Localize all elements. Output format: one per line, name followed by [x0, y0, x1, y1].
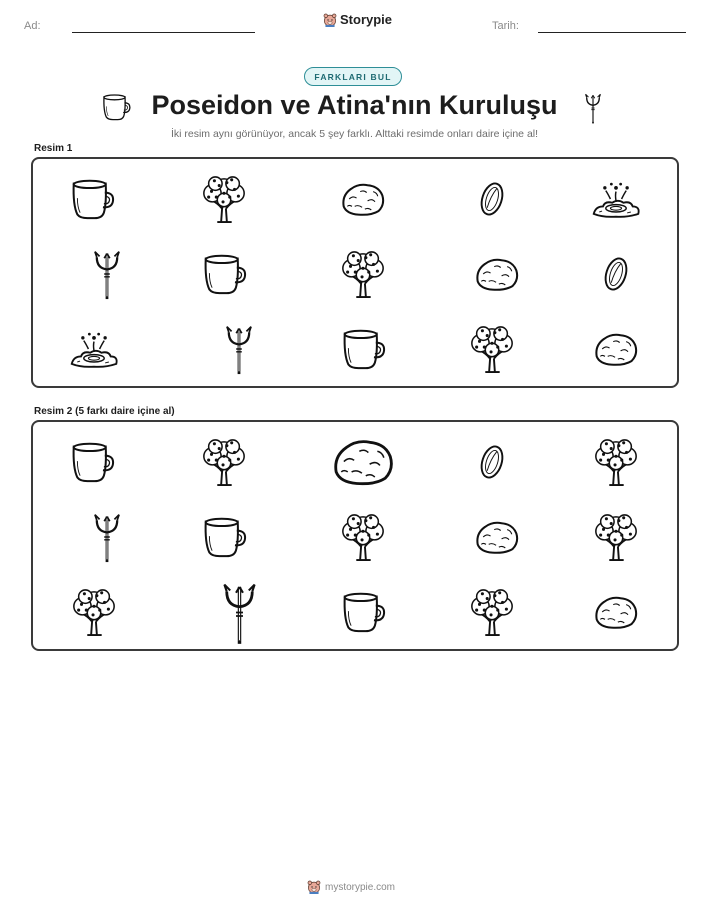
picture-2-mug-icon[interactable] [201, 516, 247, 558]
picture-1-spring-icon [68, 328, 120, 370]
picture-1-trident-icon [93, 248, 121, 300]
picture-2-olive-icon[interactable] [476, 440, 508, 484]
footer-url: mystorypie.com [325, 881, 396, 893]
picture-2-panel[interactable] [31, 420, 679, 651]
picture-2-olive-tree-icon[interactable] [70, 587, 118, 637]
picture-2-olive-tree-icon[interactable] [592, 512, 640, 562]
picture-2-rock-icon[interactable] [593, 593, 639, 631]
find-differences-badge: FARKLARI BUL [304, 67, 402, 86]
picture-1-olive-icon [476, 177, 508, 221]
picture-1-mug-icon [201, 253, 247, 295]
picture-2-trident-icon[interactable] [222, 580, 257, 645]
instructions: İki resim aynı görünüyor, ancak 5 şey farklı. Alttaki resimde onları daire içine al! [170, 128, 539, 140]
bear-mascot-icon [307, 880, 321, 894]
picture-1-label: Resim 1 [34, 143, 73, 154]
picture-2-olive-tree-icon[interactable] [592, 437, 640, 487]
picture-1-rock-icon [474, 255, 520, 293]
picture-2-mug-icon[interactable] [69, 441, 115, 483]
picture-1-spring-icon [590, 178, 642, 220]
trident-icon [582, 92, 604, 124]
name-label: Ad: [24, 20, 41, 32]
date-field-line[interactable] [538, 32, 686, 33]
picture-2-rock-icon[interactable] [331, 435, 395, 488]
picture-1-mug-icon [69, 178, 115, 220]
picture-1-trident-icon [225, 323, 253, 375]
picture-1-rock-icon [593, 330, 639, 368]
picture-2-rock-icon[interactable] [474, 518, 520, 556]
page-title: Poseidon ve Atina'nın Kuruluşu [151, 90, 558, 120]
name-field-line[interactable] [72, 32, 255, 33]
date-label: Tarih: [492, 20, 519, 32]
picture-1-olive-tree-icon [468, 324, 516, 374]
bear-mascot-icon [323, 13, 337, 27]
picture-2-olive-tree-icon[interactable] [200, 437, 248, 487]
brand-logo [323, 12, 392, 27]
brand-name: Storypie [340, 12, 393, 27]
picture-1-rock-icon [340, 180, 386, 218]
picture-1-olive-icon [600, 252, 632, 296]
picture-2-label: Resim 2 (5 farkı daire içine al) [34, 406, 175, 417]
picture-2-trident-icon[interactable] [93, 511, 121, 563]
picture-2-olive-tree-icon[interactable] [339, 512, 387, 562]
footer [307, 880, 395, 894]
picture-1-olive-tree-icon [339, 249, 387, 299]
picture-2-mug-icon[interactable] [340, 591, 386, 633]
picture-1-panel [31, 157, 679, 388]
picture-1-olive-tree-icon [200, 174, 248, 224]
picture-1-mug-icon [340, 328, 386, 370]
picture-2-olive-tree-icon[interactable] [468, 587, 516, 637]
